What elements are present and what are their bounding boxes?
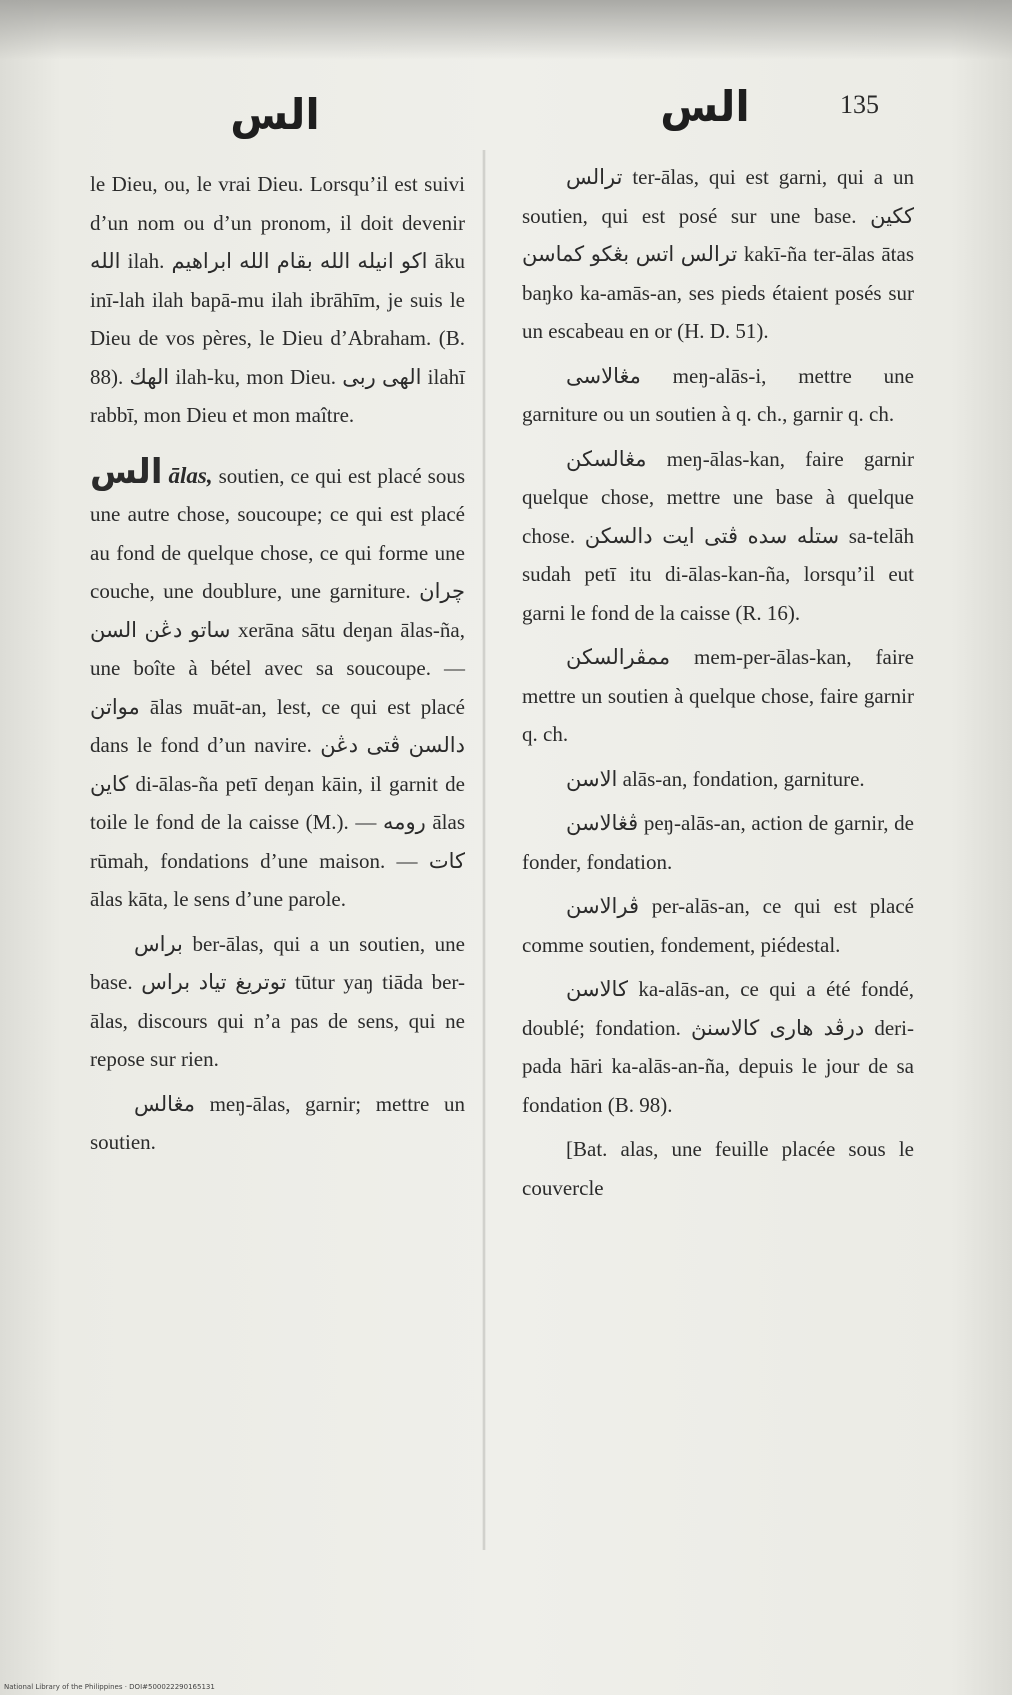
entry-meng-alasi: مڠالاسى meŋ-alās-i, mettre une garniture ou un soutien à q. ch., garnir q. ch. xyxy=(522,363,914,426)
right-column xyxy=(522,158,914,1213)
entry-alas xyxy=(90,453,465,919)
entry-alas-an: الاسن alās-an, fondation, garniture. xyxy=(566,766,865,791)
entry-ilah-continuation: le Dieu, ou, le vrai Dieu. Lorsqu’il est suivi d’un nom ou d’un pronom, il doit devenir الله ilah. اكو انيله الله بقام الله ابراهيم āku inī-lah ilah bapā-mu ilah ibrāhīm, je suis le Dieu de vos pères, le Dieu d’Abraham. (B. 88). الهك ilah-ku, mon Dieu. الهى ربى ilahī rabbī, mon Dieu et mon maître. xyxy=(90,172,466,427)
entry-ber-alas: براس ber-ālas, qui a un soutien, une base. توتريغ تياد براس tūtur yaŋ tiāda ber-ālas, discours qui n’a pas de sens, qui ne repose sur rien. xyxy=(90,931,465,1071)
running-head-right: الس xyxy=(660,82,750,131)
running-head-left: الس xyxy=(230,90,320,139)
entry-batak-alas: [Bat. alas, une feuille placée sous le couvercle xyxy=(522,1137,914,1200)
entry-ka-alas-an: كالاسن ka-alās-an, ce qui a été fondé, doublé; fondation. درڤد هارى كالاسنڽ deri-pada hāri ka-alās-an-ña, depuis le jour de sa fondation (B. 98). xyxy=(522,977,914,1117)
column-gutter xyxy=(482,150,486,1550)
scan-footer: National Library of the Philippines · DOI#500022290165131 xyxy=(4,1683,215,1691)
entry-meng-alas-kan: مڠالسكن meŋ-ālas-kan, faire garnir quelque chose, mettre une base à quelque chose. ستله سده ڤتى ايت دالسكن sa-telāh sudah petī itu di-ālas-kan-ña, lorsqu’il eut garni le fond de la caisse (R. 16). xyxy=(522,446,914,625)
page-number: 135 xyxy=(840,90,879,119)
left-column xyxy=(90,165,465,1168)
page-shadow xyxy=(0,0,1012,60)
entry-per-alas-an: ڤرالاسن per-alās-an, ce qui est placé comme soutien, fondement, piédestal. xyxy=(522,894,914,957)
headword-arabic: الس xyxy=(90,451,163,492)
entry-ter-alas: ترالس ter-ālas, qui est garni, qui a un soutien, qui est posé sur une base. ككين ترالس اتس بڠكو كماسن kakī-ña ter-ālas ātas baŋko ka-amās-an, ses pieds étaient posés sur un escabeau en or (H. D. 51). xyxy=(522,165,914,343)
entry-meng-alas: مڠالس meŋ-ālas, garnir; mettre un soutien. xyxy=(90,1091,465,1154)
entry-mem-per-alas-kan: ممڤرالسكن mem-per-ālas-kan, faire mettre un soutien à quelque chose, faire garnir q. ch. xyxy=(522,645,914,746)
entry-alas-definition: soutien, ce qui est placé sous une autre chose, soucoupe; ce qui est placé au fond de quelque chose, ce qui forme une couche, une doublure, une garniture. چران ساتو دڠن السن xerāna sātu deŋan ālas-ña, une boîte à bétel avec sa soucoupe. — مواتن ālas muāt-an, lest, ce qui est placé dans le fond d’un navire. دالسن ڤتى دڠن كاين di-ālas-ña petī deŋan kāin, il garnit de toile le fond de la caisse (M.). — رومه ālas rūmah, fondations d’une maison. — كات ālas kāta, le sens d’une parole. xyxy=(90,463,466,911)
entry-peng-alas-an: ڤڠالاسن peŋ-alās-an, action de garnir, de fonder, fondation. xyxy=(522,811,914,874)
headword-latin: ālas, xyxy=(168,462,213,488)
